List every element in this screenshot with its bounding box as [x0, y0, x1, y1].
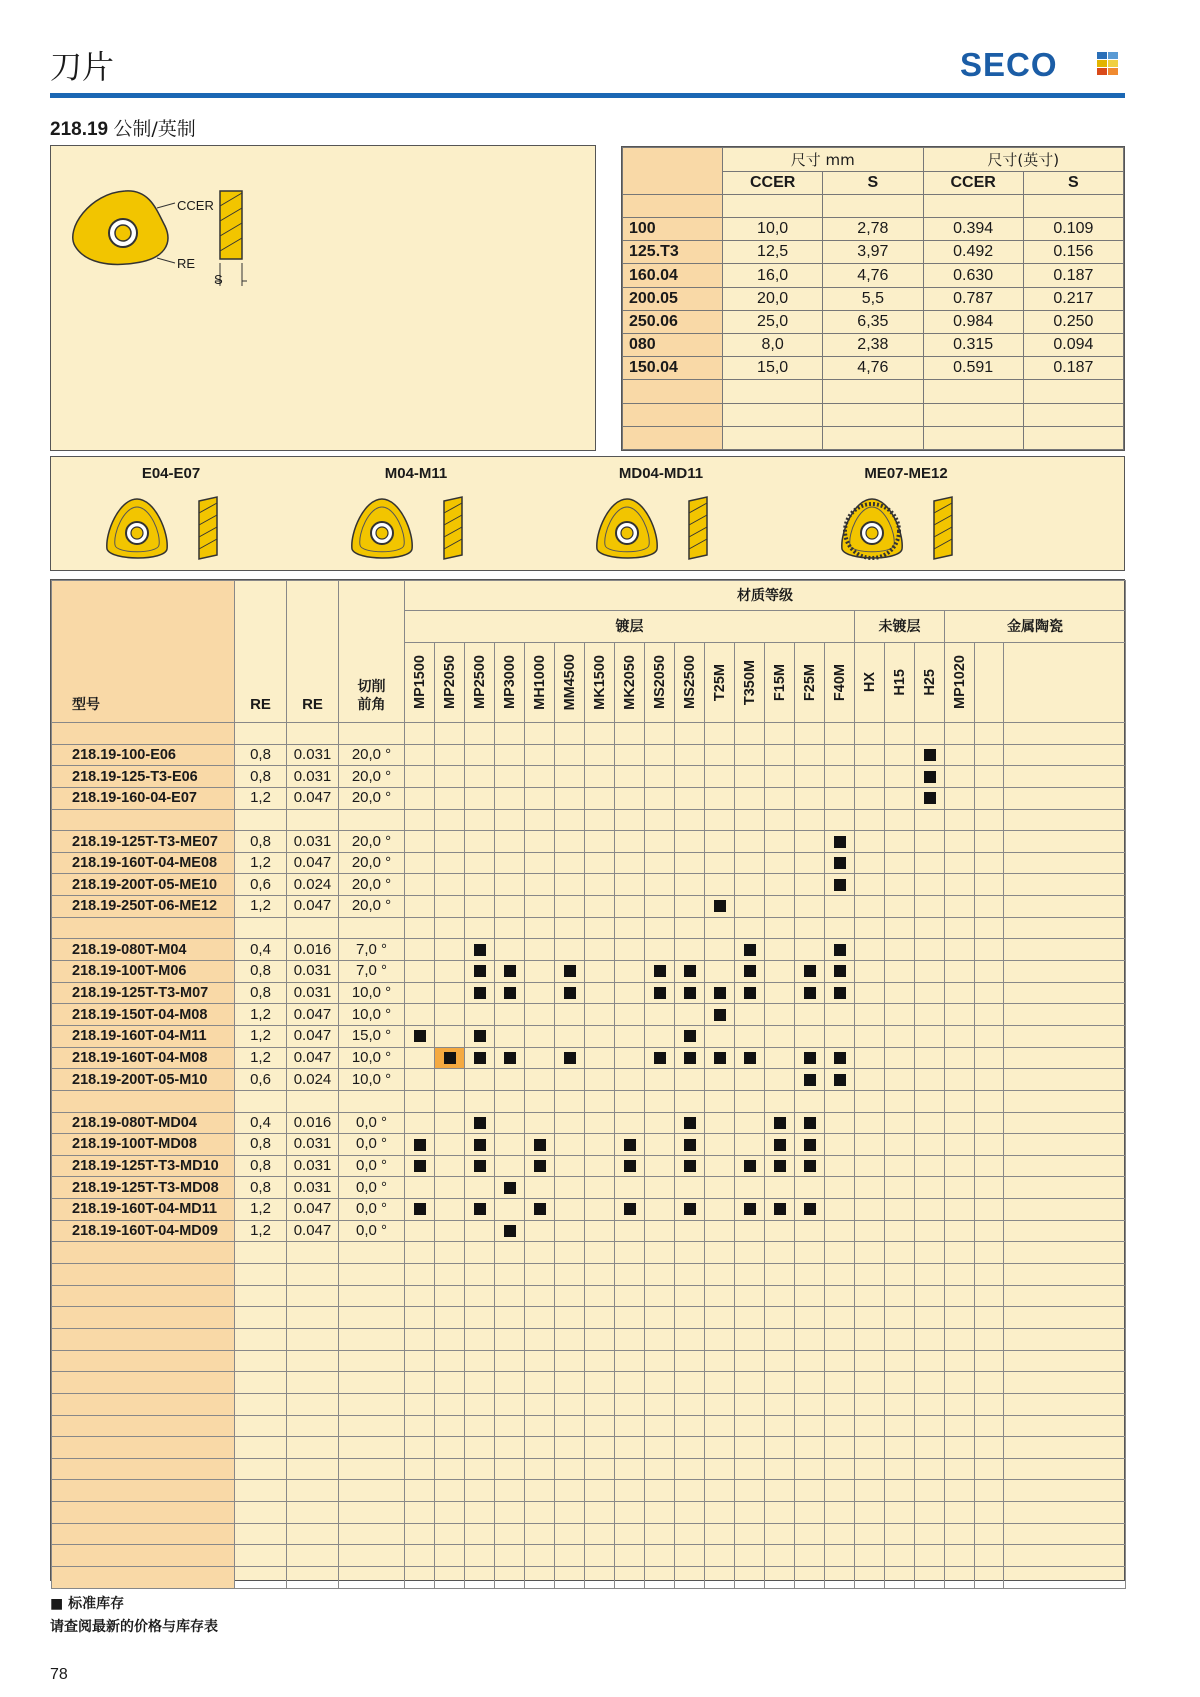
stock-mark-icon	[654, 1052, 666, 1064]
stock-mark-icon	[624, 1203, 636, 1215]
re-mm: 0,8	[235, 744, 287, 766]
model-code: 218.19-100-E06	[52, 744, 235, 766]
insert-geometry-icon	[348, 493, 478, 565]
insert-diagram-icon	[65, 181, 265, 301]
header-metric: 尺寸 mm	[790, 150, 855, 169]
stock-mark-icon	[774, 1203, 786, 1215]
stock-mark-icon	[804, 987, 816, 999]
rake-angle: 20,0 °	[339, 874, 405, 896]
stock-mark-icon	[834, 879, 846, 891]
model-code: 218.19-150T-04-M08	[52, 1004, 235, 1026]
re-in: 0.047	[287, 1199, 339, 1221]
geometry-label: E04-E07	[141, 465, 201, 482]
grade-header: H25	[921, 669, 938, 696]
stock-mark-icon	[714, 1009, 726, 1021]
col-ccer-in: CCER	[923, 171, 1023, 194]
re-mm: 0,4	[235, 939, 287, 961]
stock-mark-icon	[414, 1160, 426, 1172]
re-in: 0.031	[287, 982, 339, 1004]
stock-mark-icon	[474, 1139, 486, 1151]
stock-mark-icon	[684, 1139, 696, 1151]
re-mm: 0,8	[235, 1177, 287, 1199]
re-in: 0.024	[287, 1069, 339, 1091]
stock-mark-icon	[774, 1117, 786, 1129]
geometry-label: ME07-ME12	[864, 465, 948, 482]
grade-header: MK2050	[621, 655, 638, 710]
header-imperial: 尺寸(英寸)	[987, 150, 1060, 169]
table-row	[52, 1177, 1126, 1199]
stock-mark-icon	[474, 1160, 486, 1172]
header-model: 型号	[72, 697, 100, 713]
model-code: 218.19-200T-05-M10	[52, 1069, 235, 1091]
grade-header: H15	[891, 669, 908, 696]
stock-mark-icon	[534, 1203, 546, 1215]
table-row	[52, 939, 1126, 961]
stock-mark-icon	[414, 1139, 426, 1151]
table-row	[52, 852, 1126, 874]
stock-mark-icon	[474, 965, 486, 977]
stock-mark-icon	[714, 987, 726, 999]
stock-mark-icon	[804, 965, 816, 977]
insert-geometry-icon	[593, 493, 723, 565]
insert-geometry-icon	[838, 493, 968, 565]
re-mm: 0,8	[235, 766, 287, 788]
geometry-panel	[50, 456, 1125, 571]
stock-mark-icon	[474, 1117, 486, 1129]
stock-mark-icon	[744, 944, 756, 956]
table-row	[52, 1069, 1126, 1091]
rake-angle: 0,0 °	[339, 1199, 405, 1221]
stock-mark-icon	[504, 987, 516, 999]
insert-diagram-panel	[50, 145, 596, 451]
table-row	[52, 1134, 1126, 1156]
re-mm: 0,4	[235, 1112, 287, 1134]
stock-mark-icon	[834, 944, 846, 956]
label-re: RE	[177, 256, 196, 271]
rake-angle: 10,0 °	[339, 982, 405, 1004]
table-row	[52, 982, 1126, 1004]
grade-header: F25M	[801, 663, 818, 702]
dimension-row: 160.04 16,0 4,76 0.630 0.187	[623, 264, 1124, 287]
subtitle: 218.19 公制/英制	[50, 118, 196, 140]
dimension-row: 250.06 25,0 6,35 0.984 0.250	[623, 310, 1124, 333]
seco-logo: SECO	[960, 46, 1125, 82]
re-in: 0.047	[287, 1220, 339, 1242]
re-mm: 0,6	[235, 1069, 287, 1091]
re-in: 0.031	[287, 744, 339, 766]
re-mm: 1,2	[235, 1047, 287, 1069]
stock-mark-icon	[474, 1203, 486, 1215]
stock-mark-icon	[684, 1160, 696, 1172]
re-mm: 1,2	[235, 1199, 287, 1221]
re-mm: 0,8	[235, 961, 287, 983]
model-code: 218.19-160T-04-MD09	[52, 1220, 235, 1242]
re-in: 0.047	[287, 1025, 339, 1047]
table-row	[52, 896, 1126, 918]
grades-table	[50, 579, 1125, 1581]
rake-angle: 20,0 °	[339, 766, 405, 788]
model-code: 218.19-125T-T3-M07	[52, 982, 235, 1004]
stock-mark-icon	[624, 1139, 636, 1151]
grade-header: F15M	[771, 663, 788, 702]
re-in: 0.031	[287, 831, 339, 853]
rake-angle: 7,0 °	[339, 939, 405, 961]
dimension-row: 200.05 20,0 5,5 0.787 0.217	[623, 287, 1124, 310]
stock-mark-icon	[504, 1182, 516, 1194]
rake-angle: 20,0 °	[339, 831, 405, 853]
model-code: 218.19-080T-M04	[52, 939, 235, 961]
re-mm: 1,2	[235, 852, 287, 874]
header-angle-2: 前角	[357, 697, 386, 713]
table-row	[52, 787, 1126, 809]
table-row	[52, 766, 1126, 788]
rake-angle: 7,0 °	[339, 961, 405, 983]
stock-mark-icon	[624, 1160, 636, 1172]
stock-mark-icon	[834, 1052, 846, 1064]
grade-header: MP3000	[501, 655, 518, 710]
stock-mark-icon	[564, 965, 576, 977]
re-mm: 0,6	[235, 874, 287, 896]
rake-angle: 0,0 °	[339, 1155, 405, 1177]
rake-angle: 15,0 °	[339, 1025, 405, 1047]
re-mm: 0,8	[235, 831, 287, 853]
stock-mark-icon	[654, 965, 666, 977]
rake-angle: 20,0 °	[339, 852, 405, 874]
table-row	[52, 1220, 1126, 1242]
grade-header: MP2500	[471, 655, 488, 710]
stock-mark-icon	[834, 857, 846, 869]
dimension-row: 150.04 15,0 4,76 0.591 0.187	[623, 357, 1124, 380]
grade-header: MP1500	[411, 655, 428, 710]
group-uncoated: 未镀层	[878, 618, 921, 635]
re-in: 0.047	[287, 1004, 339, 1026]
model-code: 218.19-160T-04-MD11	[52, 1199, 235, 1221]
stock-mark-icon	[564, 987, 576, 999]
re-mm: 0,8	[235, 1134, 287, 1156]
model-code: 218.19-100T-M06	[52, 961, 235, 983]
model-code: 218.19-160-04-E07	[52, 787, 235, 809]
re-in: 0.031	[287, 1177, 339, 1199]
re-mm: 0,8	[235, 982, 287, 1004]
model-code: 218.19-160T-04-M08	[52, 1047, 235, 1069]
re-mm: 1,2	[235, 787, 287, 809]
re-in: 0.031	[287, 1134, 339, 1156]
stock-mark-icon	[834, 965, 846, 977]
stock-mark-icon	[684, 1030, 696, 1042]
grade-header: T350M	[741, 659, 758, 706]
geometry-label: MD04-MD11	[618, 465, 704, 482]
price-note: 请查阅最新的价格与库存表	[50, 1619, 218, 1635]
table-row	[52, 874, 1126, 896]
re-in: 0.016	[287, 939, 339, 961]
stock-mark-icon	[804, 1139, 816, 1151]
stock-mark-icon	[804, 1117, 816, 1129]
table-row	[52, 1047, 1126, 1069]
rake-angle: 10,0 °	[339, 1069, 405, 1091]
stock-mark-icon	[714, 1052, 726, 1064]
stock-mark-icon	[684, 1117, 696, 1129]
model-code: 218.19-125T-T3-MD08	[52, 1177, 235, 1199]
stock-mark-icon	[504, 1225, 516, 1237]
stock-mark-icon	[744, 965, 756, 977]
stock-mark-icon	[804, 1052, 816, 1064]
stock-mark-icon	[804, 1203, 816, 1215]
stock-mark-icon	[684, 1203, 696, 1215]
dimension-table	[621, 146, 1125, 451]
table-row	[52, 831, 1126, 853]
stock-mark-icon	[474, 987, 486, 999]
stock-mark-icon	[414, 1203, 426, 1215]
stock-mark-icon	[804, 1160, 816, 1172]
label-s: S	[214, 272, 223, 287]
stock-mark-icon	[924, 771, 936, 783]
stock-mark-icon: ■	[50, 1596, 64, 1612]
header-rule	[50, 93, 1125, 98]
re-mm: 1,2	[235, 1025, 287, 1047]
group-cermet: 金属陶瓷	[1007, 618, 1063, 635]
insert-geometry-icon	[103, 493, 233, 565]
stock-mark-icon	[834, 987, 846, 999]
geometry-label: M04-M11	[384, 465, 448, 482]
header-material: 材质等级	[737, 587, 793, 604]
stock-mark-icon	[804, 1074, 816, 1086]
re-in: 0.047	[287, 852, 339, 874]
re-mm: 0,8	[235, 1155, 287, 1177]
re-mm: 1,2	[235, 896, 287, 918]
col-s-in: S	[1023, 171, 1123, 194]
grade-header: F40M	[831, 663, 848, 702]
re-in: 0.031	[287, 766, 339, 788]
stock-mark-icon	[684, 1052, 696, 1064]
grade-header: MP1020	[951, 655, 968, 710]
stock-mark-icon	[834, 1074, 846, 1086]
rake-angle: 0,0 °	[339, 1134, 405, 1156]
dimension-row: 125.T3 12,5 3,97 0.492 0.156	[623, 241, 1124, 264]
rake-angle: 10,0 °	[339, 1047, 405, 1069]
re-in: 0.031	[287, 961, 339, 983]
model-code: 218.19-080T-MD04	[52, 1112, 235, 1134]
legend: ■ 标准库存	[50, 1596, 125, 1612]
rake-angle: 20,0 °	[339, 896, 405, 918]
re-mm: 1,2	[235, 1220, 287, 1242]
dimension-row: 080 8,0 2,38 0.315 0.094	[623, 334, 1124, 357]
stock-mark-icon	[744, 1203, 756, 1215]
model-code: 218.19-160T-04-M11	[52, 1025, 235, 1047]
table-row	[52, 961, 1126, 983]
grade-header: MH1000	[531, 655, 548, 710]
label-ccer: CCER	[177, 198, 214, 213]
model-code: 218.19-200T-05-ME10	[52, 874, 235, 896]
table-row	[52, 1199, 1126, 1221]
grade-header: MK1500	[591, 655, 608, 710]
rake-angle: 20,0 °	[339, 744, 405, 766]
re-in: 0.031	[287, 1155, 339, 1177]
header-angle-1: 切削	[357, 679, 386, 695]
table-row	[52, 1025, 1126, 1047]
grade-header: MP2050	[441, 655, 458, 710]
stock-mark-icon	[744, 1052, 756, 1064]
stock-mark-icon	[744, 1160, 756, 1172]
re-in: 0.047	[287, 787, 339, 809]
table-row	[52, 1155, 1126, 1177]
header-re-in: RE	[287, 581, 339, 723]
model-code: 218.19-160T-04-ME08	[52, 852, 235, 874]
stock-mark-icon	[744, 987, 756, 999]
model-code: 218.19-125T-T3-MD10	[52, 1155, 235, 1177]
grade-header: MS2050	[651, 655, 668, 710]
model-code: 218.19-125T-T3-ME07	[52, 831, 235, 853]
stock-mark-icon	[534, 1139, 546, 1151]
col-s-mm: S	[823, 171, 923, 194]
stock-mark-icon	[564, 1052, 576, 1064]
re-in: 0.047	[287, 896, 339, 918]
stock-mark-icon	[414, 1030, 426, 1042]
stock-mark-icon	[684, 965, 696, 977]
grade-header: MS2500	[681, 655, 698, 710]
rake-angle: 0,0 °	[339, 1177, 405, 1199]
rake-angle: 0,0 °	[339, 1112, 405, 1134]
stock-mark-icon	[924, 749, 936, 761]
dimension-row: 100 10,0 2,78 0.394 0.109	[623, 218, 1124, 241]
stock-mark-icon	[654, 987, 666, 999]
stock-mark-icon	[534, 1160, 546, 1172]
stock-mark-icon	[444, 1052, 456, 1064]
table-row	[52, 1004, 1126, 1026]
stock-mark-icon	[504, 965, 516, 977]
grade-header: MM4500	[561, 654, 578, 711]
stock-mark-icon	[834, 836, 846, 848]
stock-mark-icon	[474, 1030, 486, 1042]
stock-mark-icon	[504, 1052, 516, 1064]
model-code: 218.19-250T-06-ME12	[52, 896, 235, 918]
stock-mark-icon	[714, 900, 726, 912]
table-row	[52, 744, 1126, 766]
stock-mark-icon	[684, 987, 696, 999]
rake-angle: 0,0 °	[339, 1220, 405, 1242]
re-in: 0.024	[287, 874, 339, 896]
stock-mark-icon	[774, 1139, 786, 1151]
page-title: 刀片	[50, 48, 115, 86]
stock-mark-icon	[474, 1052, 486, 1064]
model-code: 218.19-100T-MD08	[52, 1134, 235, 1156]
col-ccer-mm: CCER	[723, 171, 823, 194]
rake-angle: 10,0 °	[339, 1004, 405, 1026]
re-in: 0.047	[287, 1047, 339, 1069]
grade-header: T25M	[711, 663, 728, 702]
rake-angle: 20,0 °	[339, 787, 405, 809]
logo-mark-icon	[1097, 52, 1119, 76]
grade-header: HX	[861, 672, 878, 693]
table-row	[52, 1112, 1126, 1134]
model-code: 218.19-125-T3-E06	[52, 766, 235, 788]
page-number: 78	[50, 1666, 68, 1683]
group-coated: 镀层	[615, 618, 644, 635]
re-in: 0.016	[287, 1112, 339, 1134]
stock-mark-icon	[774, 1160, 786, 1172]
stock-mark-icon	[474, 944, 486, 956]
header-re-mm: RE	[235, 581, 287, 723]
stock-mark-icon	[924, 792, 936, 804]
re-mm: 1,2	[235, 1004, 287, 1026]
